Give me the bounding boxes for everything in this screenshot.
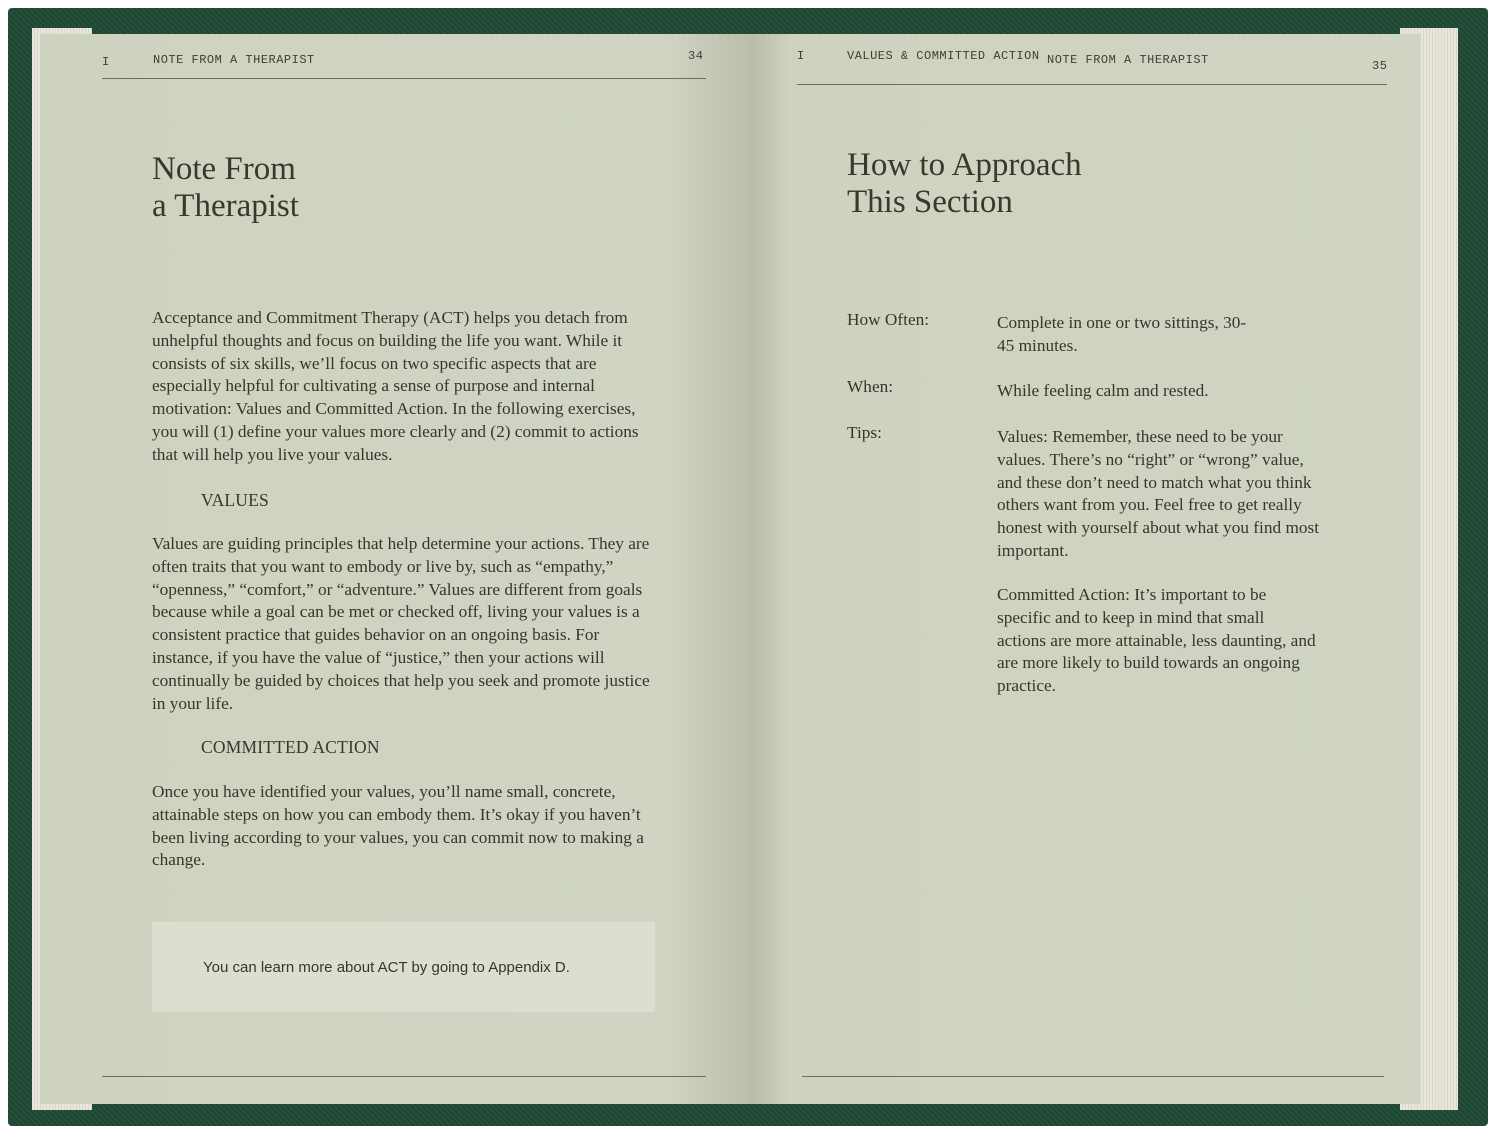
how-often-value: Complete in one or two sittings, 30-45 minutes. bbox=[997, 313, 1247, 355]
running-head: NOTE FROM A THERAPIST bbox=[1047, 53, 1209, 67]
page-title: How to Approach This Section bbox=[847, 147, 1082, 220]
section-number: I bbox=[102, 55, 110, 69]
page-number: 35 bbox=[1372, 59, 1388, 73]
committed-action-paragraph: Once you have identified your values, you’ll name small, concrete, attainable steps on how you can embody them. It’s okay if you haven’t been living according to your values, you can commit now to making a change. bbox=[152, 782, 644, 870]
running-head: NOTE FROM A THERAPIST bbox=[153, 53, 315, 67]
tips-committed-action-value: Committed Action: It’s important to be specific and to keep in mind that small actions are more attainable, less daunting, and are more likely to build towards an ongoing practice. bbox=[997, 585, 1316, 696]
tips-label: Tips: bbox=[847, 423, 882, 442]
intro-paragraph: Acceptance and Commitment Therapy (ACT) helps you detach from unhelpful thoughts and focus on building the life you want. While it consists of six skills, we’ll focus on two specific aspects that are especially helpful for cultivating a sense of purpose and internal motivation: Values and Committed Action. In the following exercises, you will (1) define your values more clearly and (2) commit to actions that will help you live your values. bbox=[152, 308, 639, 464]
when-label: When: bbox=[847, 377, 894, 396]
how-often-label: How Often: bbox=[847, 310, 930, 329]
footer-rule bbox=[802, 1076, 1384, 1077]
page-number: 34 bbox=[688, 49, 704, 63]
when-value: While feeling calm and rested. bbox=[997, 381, 1209, 400]
footer-rule bbox=[102, 1076, 706, 1077]
header-rule bbox=[102, 78, 706, 79]
committed-action-heading: COMMITTED ACTION bbox=[201, 737, 380, 757]
page-title: Note From a Therapist bbox=[152, 151, 299, 224]
section-number: I bbox=[797, 49, 805, 63]
running-head-section: VALUES & COMMITTED ACTION bbox=[847, 49, 1040, 63]
values-paragraph: Values are guiding principles that help determine your actions. They are often traits that you want to embody or live by, such as “empathy,” “openness,” “comfort,” or “adventure.” Values are different from goals because while a goal can be met or checked off, living your values is a consistent practice that guides behavior on an ongoing basis. For instance, if you have the value of “justice,” then your actions will continually be guided by choices that help you seek and promote justice in your life. bbox=[152, 534, 650, 713]
header-rule bbox=[797, 84, 1387, 85]
right-page bbox=[750, 34, 1420, 1104]
callout-text: You can learn more about ACT by going to Appendix D. bbox=[203, 959, 570, 976]
left-page bbox=[40, 34, 750, 1104]
tips-values-value: Values: Remember, these need to be your values. There’s no “right” or “wrong” value, and these don’t need to match what you think others want from you. Feel free to get really honest with yourself about what you find most important. bbox=[997, 427, 1320, 560]
appendix-callout bbox=[152, 922, 655, 1012]
values-heading: VALUES bbox=[201, 490, 269, 510]
